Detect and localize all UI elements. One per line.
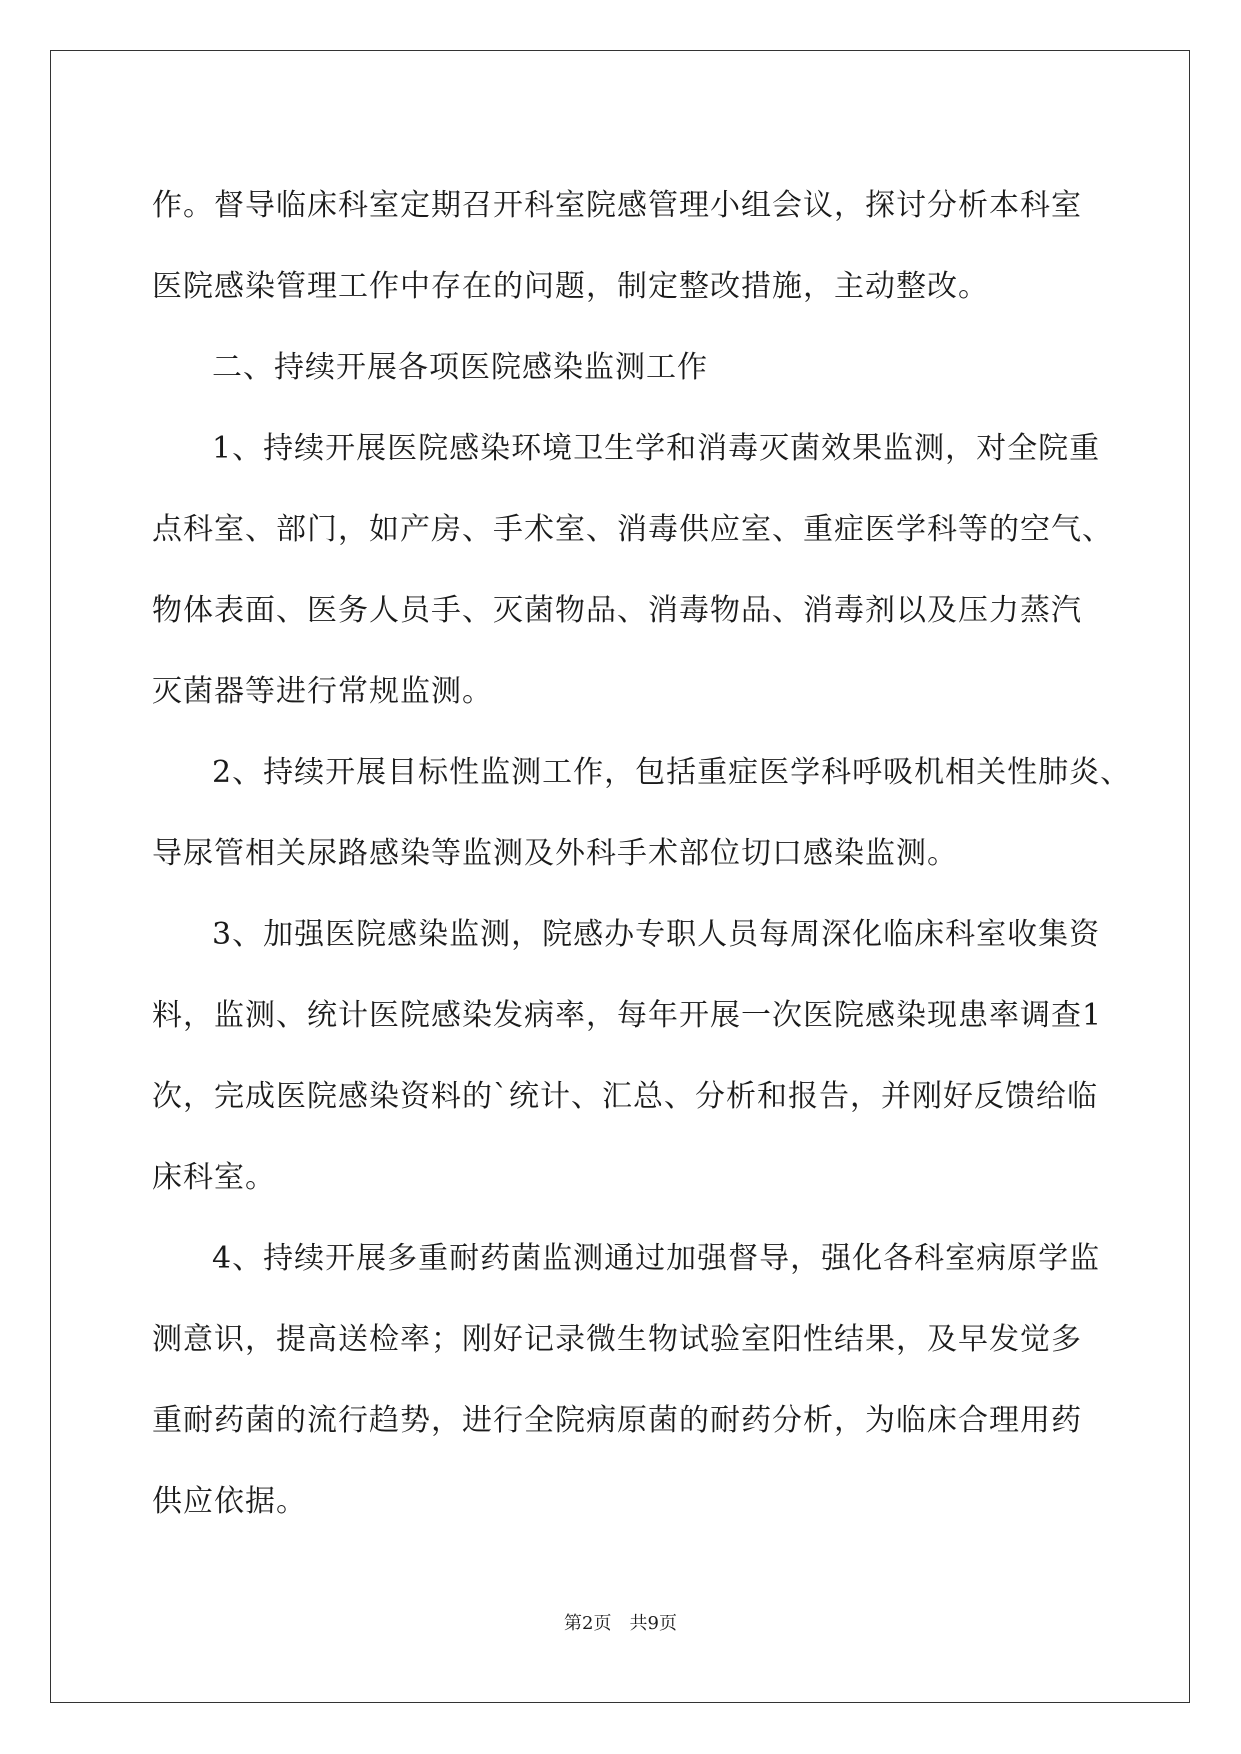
body-line: 次，完成医院感染资料的`统计、汇总、分析和报告，并刚好反馈给临 (152, 1079, 1098, 1114)
body-line: 灭菌器等进行常规监测。 (152, 674, 493, 709)
body-line: 作。督导临床科室定期召开科室院感管理小组会议，探讨分析本科室 (152, 188, 1082, 223)
page-footer (0, 1612, 1241, 1636)
page-number-total: 共9页 (629, 1613, 677, 1634)
body-line: 供应依据。 (152, 1484, 307, 1519)
body-line: 2、持续开展目标性监测工作，包括重症医学科呼吸机相关性肺炎、 (212, 755, 1132, 790)
body-line: 点科室、部门，如产房、手术室、消毒供应室、重症医学科等的空气、 (152, 512, 1113, 547)
body-line: 床科室。 (152, 1160, 276, 1195)
body-line: 1、持续开展医院感染环境卫生学和消毒灭菌效果监测，对全院重 (212, 431, 1101, 466)
body-line: 物体表面、医务人员手、灭菌物品、消毒物品、消毒剂以及压力蒸汽 (152, 593, 1082, 628)
body-line: 料，监测、统计医院感染发病率，每年开展一次医院感染现患率调查1 (152, 998, 1103, 1033)
document-body (152, 165, 1132, 1542)
body-line: 导尿管相关尿路感染等监测及外科手术部位切口感染监测。 (152, 836, 958, 871)
body-line: 4、持续开展多重耐药菌监测通过加强督导，强化各科室病原学监 (212, 1241, 1101, 1276)
page-number-current: 第2页 (564, 1613, 612, 1634)
body-line: 重耐药菌的流行趋势，进行全院病原菌的耐药分析，为临床合理用药 (152, 1403, 1082, 1438)
body-line: 测意识，提高送检率；刚好记录微生物试验室阳性结果，及早发觉多 (152, 1322, 1082, 1357)
body-line: 3、加强医院感染监测，院感办专职人员每周深化临床科室收集资 (212, 917, 1101, 952)
body-line: 医院感染管理工作中存在的问题，制定整改措施，主动整改。 (152, 269, 989, 304)
section-heading: 二、持续开展各项医院感染监测工作 (212, 350, 708, 385)
